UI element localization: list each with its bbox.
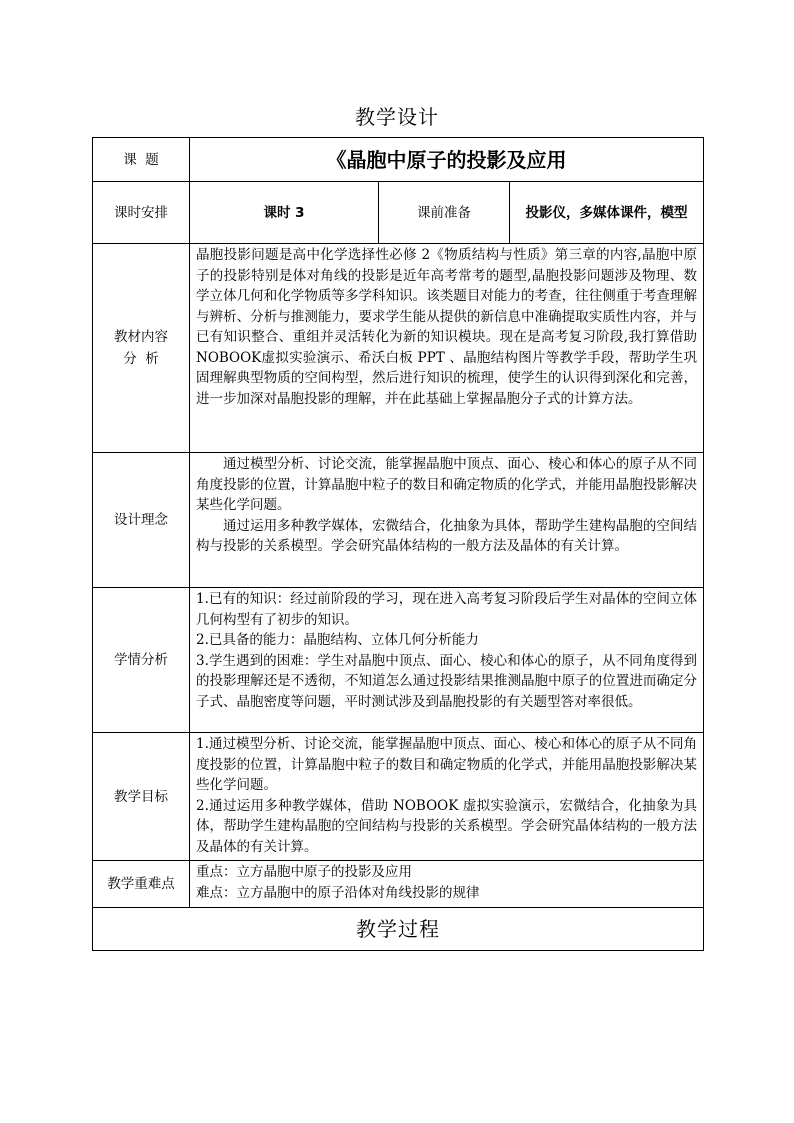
teaching-goals-row — [93, 733, 704, 861]
topic-value: 《晶胞中原子的投影及应用 — [190, 138, 704, 182]
textbook-analysis-label — [93, 244, 190, 453]
design-concept-label: 设计理念 — [93, 453, 190, 588]
key-points-content — [190, 861, 704, 908]
topic-row — [93, 138, 704, 182]
learner-analysis-row — [93, 588, 704, 733]
textbook-analysis-row — [93, 244, 704, 453]
key-point-difficulty: 难点：立方晶胞中的原子沿体对角线投影的规律 — [196, 884, 480, 901]
lesson-design-table — [92, 137, 704, 951]
learner-analysis-item: 1.已有的知识：经过前阶段的学习，现在进入高考复习阶段后学生对晶体的空间立体几何构型有了初步的知识。 — [196, 591, 698, 628]
textbook-analysis-text: 晶胞投影问题是高中化学选择性必修 2《物质结构与性质》第三章的内容,晶胞中原子的投影特别是体对角线的投影是近年高考常考的题型,晶胞投影问题涉及物理、数学立体几何和化学物质等多学科知识。该类题目对能力的考查，往往侧重于考查理解与辨析、分析与推测能力，要求学生能从提供的新信息中准确提取实质性内容，并与已有知识整合、重组并灵活转化为新的知识模块。现在是高考复习阶段,我打算借助 NOBOOK虚拟实验演示、希沃白板 PPT 、晶胞结构图片等教学手段，帮助学生巩固理解典型物质的空间构型，然后进行知识的梳理，使学生的认识得到深化和完善，进一步加深对晶胞投影的理解，并在此基础上掌握晶胞分子式的计算方法。 — [196, 247, 698, 407]
design-concept-content — [190, 453, 704, 588]
schedule-row — [93, 182, 704, 244]
process-heading-row — [93, 908, 704, 951]
learner-analysis-item: 3.学生遇到的困难：学生对晶胞中顶点、面心、棱心和体心的原子，从不同角度得到的投影理解还是不透彻，不知道怎么通过投影结果推测晶胞中原子的位置进而确定分子式、晶胞密度等问题，平时测试涉及到晶胞投影的有关题型答对率很低。 — [196, 652, 698, 710]
learner-analysis-item: 2.已具备的能力：晶胞结构、立体几何分析能力 — [196, 632, 479, 648]
textbook-analysis-label-line2: 分 析 — [123, 351, 159, 367]
teaching-goals-content — [190, 733, 704, 861]
textbook-analysis-content — [190, 244, 704, 453]
learner-analysis-label: 学情分析 — [93, 588, 190, 733]
prep-value: 投影仪，多媒体课件，模型 — [510, 182, 704, 244]
topic-label: 课 题 — [93, 138, 190, 182]
key-points-label: 教学重难点 — [93, 861, 190, 908]
teaching-process-heading: 教学过程 — [93, 908, 704, 951]
schedule-label: 课时安排 — [93, 182, 190, 244]
design-concept-paragraph: 通过模型分析、讨论交流，能掌握晶胞中顶点、面心、棱心和体心的原子从不同角度投影的位置，计算晶胞中粒子的数目和确定物质的化学式，并能用晶胞投影解决某些化学问题。 — [196, 456, 698, 513]
learner-analysis-content — [190, 588, 704, 733]
key-points-row — [93, 861, 704, 908]
prep-label: 课前准备 — [379, 182, 510, 244]
design-concept-row — [93, 453, 704, 588]
key-point-focus: 重点：立方晶胞中原子的投影及应用 — [196, 864, 412, 880]
document-title: 教学设计 — [355, 105, 439, 129]
teaching-goals-label: 教学目标 — [93, 733, 190, 861]
teaching-goal-item: 2.通过运用多种教学媒体，借助 NOBOOK 虚拟实验演示，宏微结合，化抽象为具体，帮助学生建构晶胞的空间结构与投影的关系模型。学会研究晶体结构的一般方法及晶体的有关计算。 — [196, 797, 698, 855]
teaching-goal-item: 1.通过模型分析、讨论交流，能掌握晶胞中顶点、面心、棱心和体心的原子从不同角度投影的位置，计算晶胞中粒子的数目和确定物质的化学式，并能用晶胞投影解决某些化学问题。 — [196, 736, 698, 793]
class-hours-value: 课时 3 — [190, 182, 379, 244]
textbook-analysis-label-line1: 教材内容 — [114, 329, 168, 345]
design-concept-paragraph: 通过运用多种教学媒体，宏微结合，化抽象为具体，帮助学生建构晶胞的空间结构与投影的关系模型。学会研究晶体结构的一般方法及晶体的有关计算。 — [196, 517, 698, 554]
